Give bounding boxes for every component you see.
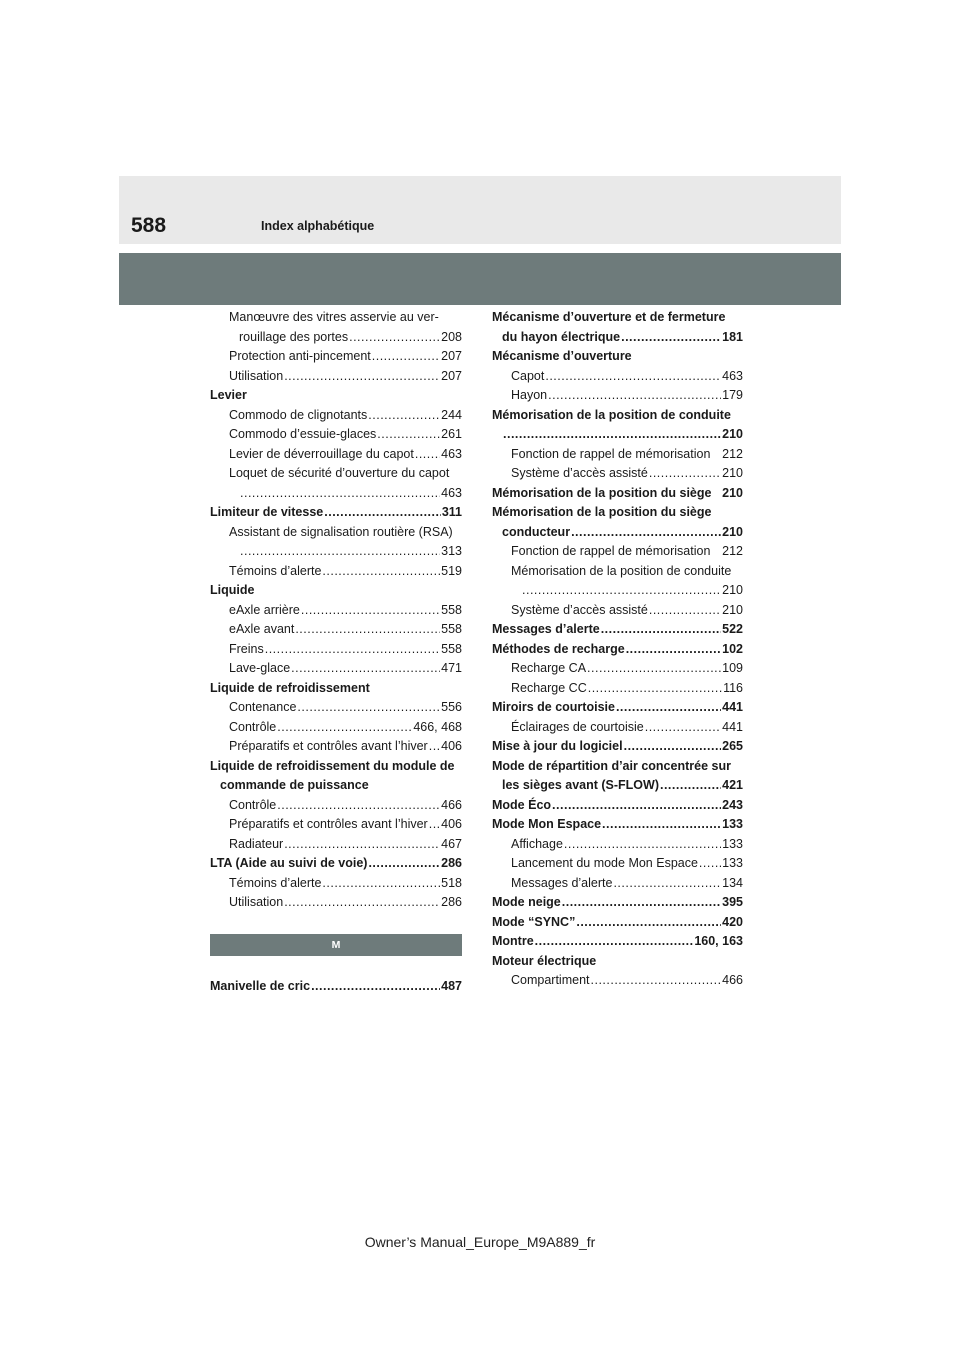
dot-leader — [324, 503, 441, 523]
index-page-ref[interactable]: 471 — [441, 661, 462, 675]
index-heading — [492, 815, 743, 835]
index-heading: Moteur électrique — [492, 953, 597, 968]
index-entry — [492, 971, 743, 991]
dot-leader — [503, 425, 721, 445]
index-page-ref[interactable]: 133 — [722, 856, 743, 870]
index-entry-text: Radiateur — [229, 836, 284, 851]
index-entry-text: eAxle avant — [229, 622, 295, 636]
index-entry-text: Miroirs de courtoisie — [492, 700, 615, 714]
dot-leader — [548, 386, 721, 406]
dot-leader — [616, 698, 721, 718]
index-entry — [210, 893, 462, 913]
index-page-ref[interactable]: 109 — [722, 661, 743, 675]
index-entry-text: conducteur — [502, 524, 571, 539]
index-page-ref[interactable]: 518 — [441, 875, 462, 890]
index-page-ref[interactable]: 116 — [723, 680, 743, 695]
dot-leader — [576, 913, 721, 933]
index-page-ref[interactable]: 208 — [441, 329, 462, 344]
index-entry-text: Compartiment — [511, 973, 590, 987]
index-heading: Mode de répartition d’air concentrée sur — [492, 758, 731, 773]
index-heading: Mécanisme d’ouverture et de fermeture — [492, 310, 726, 324]
index-entry-text: Freins — [229, 641, 264, 656]
index-entry-text: eAxle arrière — [229, 602, 300, 617]
index-entry — [492, 386, 743, 406]
index-page-ref[interactable]: 313 — [441, 544, 462, 558]
index-entry — [492, 601, 743, 621]
index-page-ref[interactable]: 467 — [441, 836, 462, 851]
index-entry-text: Lave-glace — [229, 661, 291, 675]
index-page-ref[interactable]: 441 — [722, 700, 743, 714]
index-page-ref[interactable]: 244 — [441, 407, 462, 422]
index-entry-text: du hayon électrique — [502, 329, 621, 344]
index-entry: Assistant de signalisation routière (RSA) — [229, 524, 453, 539]
index-heading — [492, 425, 743, 445]
index-entry: Loquet de sécurité d’ouverture du capot — [229, 466, 450, 480]
index-entry-text: Lancement du mode Mon Espace — [511, 856, 698, 870]
index-heading — [492, 776, 743, 796]
index-page-ref[interactable]: 556 — [441, 700, 462, 714]
dot-leader — [571, 523, 721, 543]
index-entry — [210, 640, 462, 660]
index-entry-text: Montre — [492, 934, 534, 948]
index-entry — [492, 835, 743, 855]
index-page-ref[interactable]: 133 — [722, 817, 743, 831]
index-entry-text: Affichage — [511, 836, 563, 851]
index-entry — [210, 406, 462, 426]
index-entry-text: Limiteur de vitesse — [210, 505, 324, 519]
index-page-ref[interactable]: 212 — [722, 544, 743, 558]
index-entry — [210, 620, 462, 640]
index-heading: commande de puissance — [220, 778, 369, 792]
index-page-ref[interactable]: 134 — [722, 875, 743, 890]
dot-leader — [649, 464, 721, 484]
index-heading — [492, 913, 743, 933]
dot-leader — [322, 874, 440, 894]
index-entry — [492, 581, 743, 601]
dot-leader — [660, 776, 721, 796]
index-entry — [210, 718, 462, 738]
index-heading: Liquide de refroidissement — [210, 680, 370, 695]
index-entry: Manœuvre des vitres asservie au ver- — [229, 310, 439, 324]
dot-leader — [624, 737, 722, 757]
dot-leader — [377, 425, 440, 445]
index-entry — [492, 367, 743, 387]
dot-leader — [602, 815, 721, 835]
index-heading: Mémorisation de la position du siège — [492, 505, 712, 519]
index-page-ref[interactable]: 210 — [722, 466, 743, 480]
index-page-ref[interactable]: 466 — [722, 973, 743, 987]
index-entry-text: Mode Mon Espace — [492, 817, 602, 831]
index-page-ref[interactable]: 522 — [722, 622, 743, 636]
index-entry — [210, 367, 462, 387]
index-heading — [492, 698, 743, 718]
index-entry — [210, 562, 462, 582]
dot-leader — [645, 718, 721, 738]
index-entry — [492, 718, 743, 738]
index-page-ref[interactable]: 102 — [722, 641, 743, 656]
dot-leader — [311, 977, 440, 997]
dot-leader — [277, 796, 440, 816]
dot-leader — [415, 445, 440, 465]
index-entry — [210, 347, 462, 367]
index-entry — [210, 425, 462, 445]
dot-leader — [564, 835, 721, 855]
index-heading: Levier — [210, 388, 247, 402]
index-heading — [492, 620, 743, 640]
index-heading — [210, 977, 462, 997]
dot-leader — [297, 698, 440, 718]
index-heading — [492, 640, 743, 660]
index-entry-text: Levier de déverrouillage du capot — [229, 446, 414, 461]
index-entry-text: Capot — [511, 368, 545, 383]
index-entry-text: Mémorisation de la position du siège — [492, 485, 712, 500]
dot-leader — [284, 835, 440, 855]
dot-leader — [522, 581, 721, 601]
index-heading: Mécanisme d’ouverture — [492, 349, 632, 363]
dot-leader — [429, 737, 440, 757]
dot-leader — [284, 367, 440, 387]
index-page-ref[interactable]: 261 — [441, 427, 462, 441]
index-entry-text: Préparatifs et contrôles avant l’hiver — [229, 739, 428, 753]
dot-leader — [349, 328, 440, 348]
index-page-ref[interactable]: 487 — [441, 978, 462, 993]
dot-leader — [368, 406, 440, 426]
index-page-ref[interactable]: 420 — [722, 914, 743, 929]
index-page-ref[interactable]: 519 — [441, 563, 462, 578]
index-entry — [210, 796, 462, 816]
index-entry-text: Contenance — [229, 700, 297, 714]
index-page-ref[interactable]: 421 — [722, 778, 743, 792]
dot-leader — [372, 347, 440, 367]
index-entry-text: les sièges avant (S-FLOW) — [502, 778, 659, 792]
dot-leader — [322, 562, 440, 582]
index-entry-text: Commodo de clignotants — [229, 407, 368, 422]
index-entry-text: Utilisation — [229, 368, 284, 383]
index-entry-text: Mode Éco — [492, 797, 552, 812]
index-heading: Liquide de refroidissement du module de — [210, 758, 455, 773]
index-heading — [210, 503, 462, 523]
index-page-ref[interactable]: 558 — [441, 602, 462, 617]
index-page-ref[interactable]: 463 — [722, 368, 743, 383]
index-page-ref[interactable]: 133 — [722, 836, 743, 851]
section-title: Index alphabétique — [261, 219, 375, 233]
index-entry-text: Hayon — [511, 388, 548, 402]
dot-leader — [284, 893, 440, 913]
index-entry-text: Commodo d’essuie-glaces — [229, 427, 377, 441]
dot-leader — [591, 971, 722, 991]
index-entry-text: Messages d’alerte — [492, 622, 600, 636]
index-entry-text: Messages d’alerte — [511, 875, 613, 890]
index-heading — [492, 328, 743, 348]
index-page-ref[interactable]: 181 — [722, 329, 743, 344]
dot-leader — [588, 679, 722, 699]
index-entry-text: Mode “SYNC” — [492, 914, 576, 929]
header-band — [119, 176, 841, 244]
dot-leader — [535, 932, 694, 952]
index-heading — [492, 523, 743, 543]
index-page-ref[interactable]: 212 — [722, 446, 743, 461]
index-entry-text: LTA (Aide au suivi de voie) — [210, 856, 368, 870]
index-page-ref[interactable]: 441 — [722, 719, 743, 734]
index-entry-text: Système d’accès assisté — [511, 602, 648, 617]
index-page-ref[interactable]: 210 — [722, 524, 743, 539]
index-page-ref[interactable]: 243 — [722, 797, 743, 812]
index-entry-text: Éclairages de courtoisie — [511, 719, 644, 734]
index-entry: Mémorisation de la position de conduite — [511, 563, 732, 578]
index-entry-text: Préparatifs et contrôles avant l’hiver — [229, 817, 428, 831]
index-entry-text: Témoins d’alerte — [229, 875, 322, 890]
dot-leader — [429, 815, 440, 835]
index-entry-text: Protection anti-pincement — [229, 349, 371, 363]
index-entry — [492, 854, 743, 874]
index-page-ref[interactable]: 395 — [722, 895, 743, 909]
footer-text: Owner’s Manual_Europe_M9A889_fr — [364, 1234, 596, 1250]
index-entry-text: Système d’accès assisté — [511, 466, 648, 480]
index-entry-text: Mode neige — [492, 895, 561, 909]
index-page-ref[interactable]: 265 — [722, 739, 743, 753]
index-entry — [210, 835, 462, 855]
index-page-ref[interactable]: 406 — [441, 739, 462, 753]
dot-leader — [240, 484, 440, 504]
index-entry-text: Utilisation — [229, 895, 284, 909]
dot-leader — [368, 854, 440, 874]
index-heading: Liquide — [210, 583, 255, 597]
dot-leader — [601, 620, 721, 640]
index-heading — [210, 854, 462, 874]
index-entry-text: Témoins d’alerte — [229, 563, 322, 578]
index-entry — [492, 659, 743, 679]
index-page-ref[interactable]: 406 — [441, 817, 462, 831]
dot-leader — [240, 542, 440, 562]
index-column-right — [492, 308, 743, 991]
index-entry-text: Fonction de rappel de mémorisation — [511, 544, 711, 558]
index-entry — [492, 679, 743, 699]
index-entry — [210, 601, 462, 621]
index-entry — [210, 659, 462, 679]
dot-leader — [621, 328, 721, 348]
index-page-ref[interactable]: 311 — [441, 505, 462, 519]
index-entry-text: Recharge CC — [511, 680, 587, 695]
index-page-ref[interactable]: 463 — [441, 446, 462, 461]
index-entry-text: Méthodes de recharge — [492, 641, 625, 656]
index-page-ref[interactable]: 210 — [722, 602, 743, 617]
index-page-ref[interactable]: 207 — [441, 349, 462, 363]
index-entry — [210, 874, 462, 894]
index-page-ref[interactable]: 160, 163 — [694, 934, 743, 948]
index-column-left — [210, 308, 462, 996]
index-page-ref[interactable]: 466 — [441, 797, 462, 812]
index-page-ref[interactable]: 286 — [441, 856, 462, 870]
index-entry — [210, 484, 462, 504]
header-dark-bar — [119, 253, 841, 305]
index-entry — [210, 328, 462, 348]
dot-leader — [562, 893, 721, 913]
dot-leader — [626, 640, 721, 660]
index-page-ref[interactable]: 466, 468 — [413, 719, 462, 734]
dot-leader — [699, 854, 721, 874]
index-page-ref[interactable]: 179 — [722, 388, 743, 402]
dot-leader — [295, 620, 440, 640]
index-heading — [492, 796, 743, 816]
index-entry — [210, 815, 462, 835]
index-entry — [492, 542, 743, 562]
index-page-ref[interactable]: 463 — [441, 485, 462, 500]
index-heading — [492, 932, 743, 952]
index-heading — [492, 893, 743, 913]
index-page-ref[interactable]: 286 — [441, 895, 462, 909]
index-page-ref[interactable]: 558 — [441, 641, 462, 656]
index-entry-text: Manivelle de cric — [210, 978, 311, 993]
dot-leader — [291, 659, 440, 679]
index-heading — [492, 484, 743, 504]
dot-leader — [552, 796, 721, 816]
index-page-ref[interactable]: 210 — [722, 485, 743, 500]
dot-leader — [301, 601, 440, 621]
index-entry-text: Contrôle — [229, 797, 277, 812]
letter-section-band: M — [210, 934, 462, 956]
index-entry — [492, 874, 743, 894]
index-entry — [210, 542, 462, 562]
index-page-ref[interactable]: 207 — [441, 368, 462, 383]
index-entry-text: Recharge CA — [511, 661, 587, 675]
index-entry-text: Contrôle — [229, 719, 277, 734]
dot-leader — [649, 601, 721, 621]
index-entry-text: rouillage des portes — [239, 329, 349, 344]
dot-leader — [265, 640, 440, 660]
dot-leader — [277, 718, 412, 738]
index-heading — [492, 737, 743, 757]
index-heading: Mémorisation de la position de conduite — [492, 407, 731, 422]
page-number: 588 — [131, 214, 167, 237]
dot-leader — [613, 874, 721, 894]
dot-leader — [545, 367, 721, 387]
index-entry — [210, 737, 462, 757]
index-entry — [492, 445, 743, 465]
index-page-ref[interactable]: 210 — [722, 427, 743, 441]
index-entry — [492, 464, 743, 484]
index-entry — [210, 445, 462, 465]
index-page-ref[interactable]: 558 — [441, 622, 462, 636]
dot-leader — [587, 659, 721, 679]
index-page-ref[interactable]: 210 — [722, 583, 743, 597]
index-entry-text: Fonction de rappel de mémorisation — [511, 446, 711, 461]
index-entry — [210, 698, 462, 718]
index-entry-text: Mise à jour du logiciel — [492, 739, 623, 753]
